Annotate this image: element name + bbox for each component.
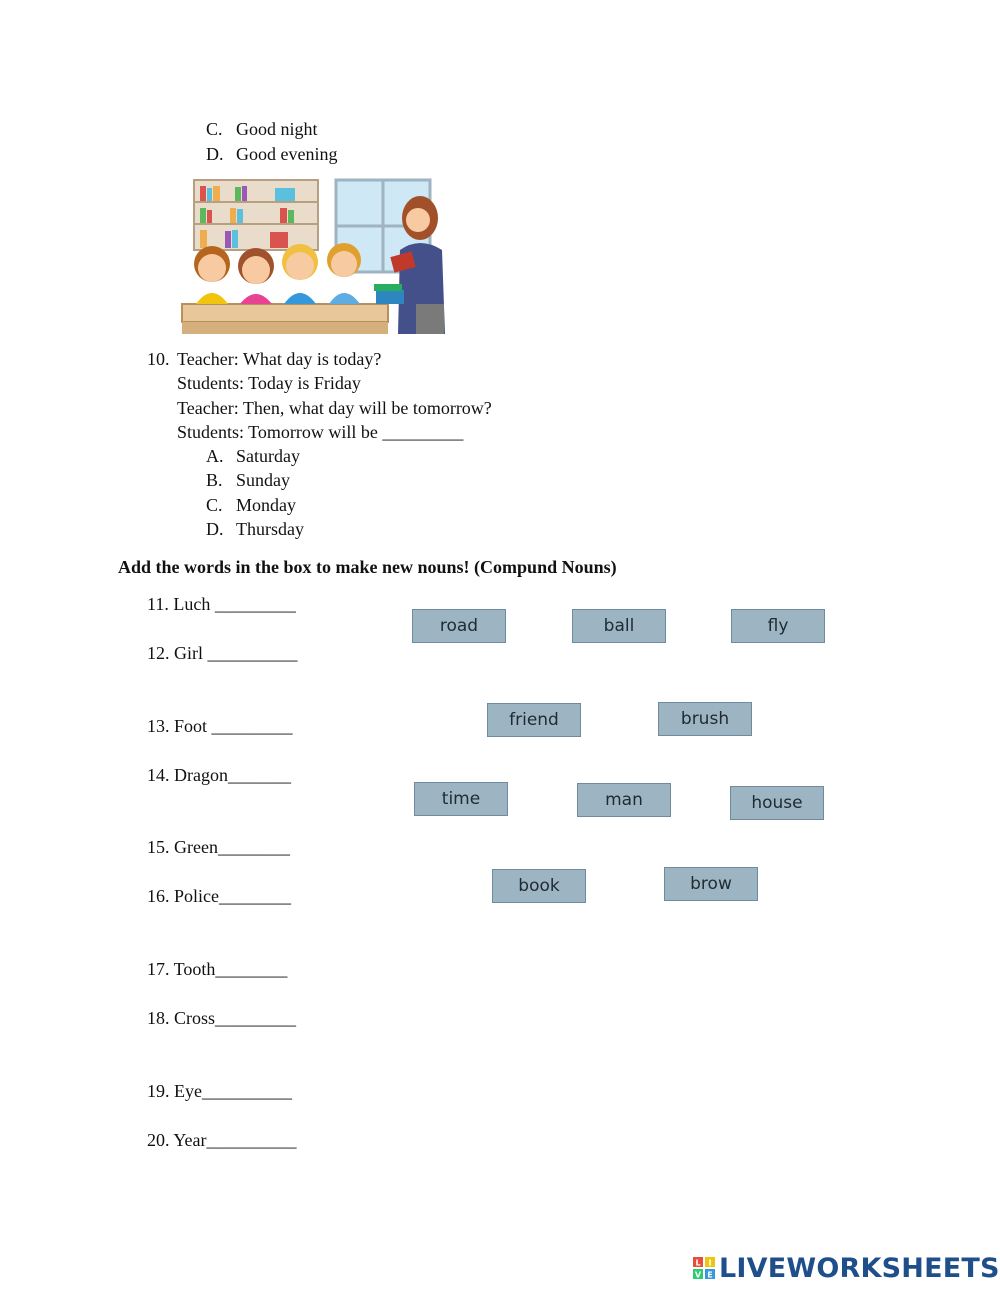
word-tile-friend[interactable]: friend — [487, 703, 581, 737]
option-text: Saturday — [236, 446, 300, 466]
option-text: Monday — [236, 495, 296, 515]
svg-text:I: I — [708, 1258, 712, 1268]
option-text: Sunday — [236, 470, 290, 490]
compound-question-17[interactable]: 17. Tooth________ — [147, 959, 288, 979]
q10-number: 10. — [147, 349, 170, 369]
word-tile-house[interactable]: house — [730, 786, 824, 820]
compound-question-20[interactable]: 20. Year__________ — [147, 1130, 297, 1150]
section-heading: Add the words in the box to make new nouns! (Compund Nouns) — [118, 557, 617, 577]
liveworksheets-logo-icon — [693, 1257, 715, 1279]
word-tile-man[interactable]: man — [577, 783, 671, 817]
option-letter: D. — [206, 519, 224, 539]
q10-option-b[interactable] — [206, 469, 290, 491]
word-tile-fly[interactable]: fly — [731, 609, 825, 643]
q10-line-2: Students: Today is Friday — [177, 373, 361, 393]
q9-option-d[interactable] — [206, 143, 337, 165]
q10-line-4[interactable]: Students: Tomorrow will be _________ — [177, 422, 464, 442]
q9-option-c[interactable] — [206, 118, 318, 140]
classroom-illustration — [180, 178, 448, 334]
svg-text:V: V — [694, 1270, 702, 1279]
word-tile-book[interactable]: book — [492, 869, 586, 903]
q10-option-c[interactable] — [206, 494, 296, 516]
word-tile-brush[interactable]: brush — [658, 702, 752, 736]
svg-text:E: E — [707, 1270, 713, 1279]
word-tile-road[interactable]: road — [412, 609, 506, 643]
option-letter: A. — [206, 446, 224, 466]
compound-question-11[interactable]: 11. Luch _________ — [147, 594, 296, 614]
q10-line-1: Teacher: What day is today? — [177, 349, 382, 369]
option-text: Good night — [236, 119, 318, 139]
option-letter: D. — [206, 144, 224, 164]
logo-text: LIVEWORKSHEETS — [719, 1252, 1000, 1284]
q10-option-d[interactable] — [206, 518, 304, 540]
compound-question-12[interactable]: 12. Girl __________ — [147, 643, 298, 663]
compound-question-15[interactable]: 15. Green________ — [147, 837, 290, 857]
word-tile-ball[interactable]: ball — [572, 609, 666, 643]
option-text: Good evening — [236, 144, 338, 164]
compound-question-18[interactable]: 18. Cross_________ — [147, 1008, 297, 1028]
word-tile-brow[interactable]: brow — [664, 867, 758, 901]
word-tile-time[interactable]: time — [414, 782, 508, 816]
option-letter: C. — [206, 119, 223, 139]
svg-text:L: L — [695, 1258, 701, 1268]
option-letter: C. — [206, 495, 223, 515]
compound-question-14[interactable]: 14. Dragon_______ — [147, 765, 291, 785]
option-text: Thursday — [236, 519, 304, 539]
compound-question-16[interactable]: 16. Police________ — [147, 886, 291, 906]
liveworksheets-logo[interactable] — [693, 1252, 1000, 1284]
option-letter: B. — [206, 470, 223, 490]
q10-line-3: Teacher: Then, what day will be tomorrow? — [177, 398, 492, 418]
compound-question-13[interactable]: 13. Foot _________ — [147, 716, 293, 736]
compound-question-19[interactable]: 19. Eye__________ — [147, 1081, 292, 1101]
q10-option-a[interactable] — [206, 445, 300, 467]
